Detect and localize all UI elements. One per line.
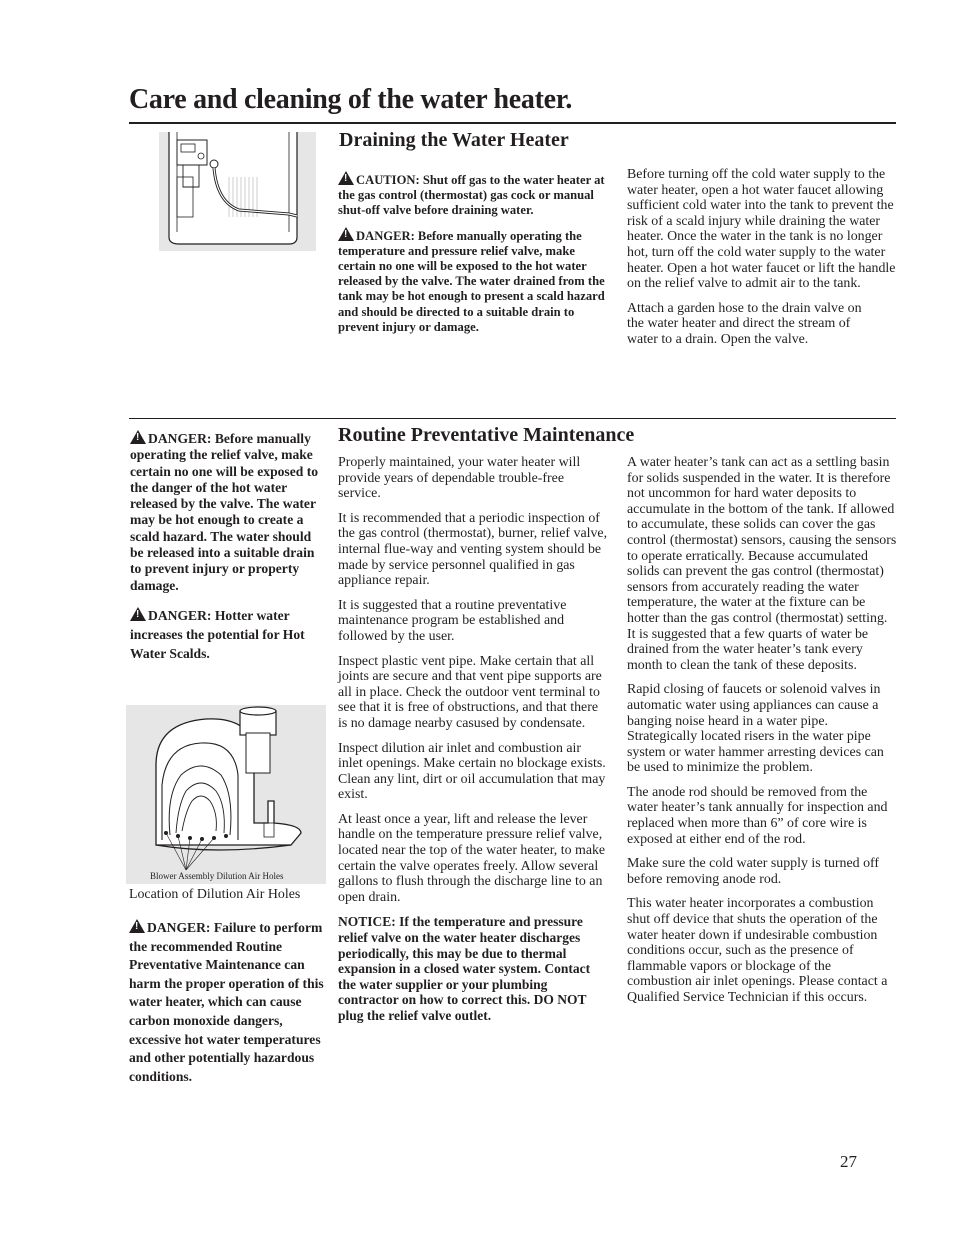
warning-icon	[338, 171, 354, 185]
sidebar-warnings-top	[130, 430, 325, 675]
sidebar-danger-maintenance	[129, 919, 331, 1086]
blower-assembly-illustration	[126, 705, 326, 884]
danger-text: Before manually operating the temperature and pressure relief valve, make certain no one will be exposed to the hot water released by the valve. The water drained from the tank may be hot enough to present a scald hazard and should be directed to a suitable drain to prevent injury or damage.	[338, 228, 605, 334]
maintenance-notice: NOTICE: If the temperature and pressure relief valve on the water heater discharges periodically, this may be due to thermal expansion in a closed water system. Contact the water supplier or your plumbing contractor on how to correct this. DO NOT plug the relief valve outlet.	[338, 914, 591, 1023]
maintenance-heading: Routine Preventative Maintenance	[338, 424, 635, 446]
maintenance-right-column	[627, 455, 899, 1015]
warning-icon	[130, 607, 146, 621]
caution-notice	[338, 171, 610, 219]
maintenance-paragraph: At least once a year, lift and release the lever handle on the temperature pressure relief valve, located near the top of the water heater, to make certain the valve operates freely. Allow several gallons to flush through the discharge line to an open drain.	[338, 811, 606, 905]
maintenance-paragraph: This water heater incorporates a combustion shut off device that shuts the operation of the water heater down if undesirable combustion conditions occur, such as the presence of flammable vapors or blockage of the combustion air inlet openings. Please contact a Qualified Service Technician if this occurs.	[627, 896, 888, 1005]
figure-caption: Location of Dilution Air Holes	[129, 887, 301, 902]
title-rule	[129, 122, 896, 124]
danger-text: Failure to perform the recommended Routine Preventative Maintenance can harm the proper operation of this water heater, which can cause carbon monoxide dangers, excessive hot water temperatures and other potentially hazardous conditions.	[129, 920, 324, 1084]
draining-paragraph: Before turning off the cold water supply to the water heater, open a hot water faucet allowing sufficient cold water into the tank to prevent the risk of a scald injury while draining the water heater. Once the water in the tank is no longer hot, turn off the cold water supply to the water heater. Open a hot water faucet or lift the handle on the relief valve to admit air to the tank.	[627, 167, 896, 292]
sidebar-danger-relief-valve	[130, 430, 325, 594]
caution-label: CAUTION:	[356, 173, 420, 187]
draining-instructions	[627, 167, 899, 357]
maintenance-paragraph: A water heater’s tank can act as a settling basin for solids suspended in the water. It is therefore not uncommon for hard water deposits to accumulate in the bottom of the tank. If allowed to accumulate, these solids can cover the gas control (thermostat) sensors, causing the sensors to operate erratically. Because accumulated solids can prevent the gas control (thermostat) sensors from accurately reading the water temperature, the water at the fixture can be hotter than the gas control (thermostat) setting. It is suggested that a few quarts of water be drained from the water heater’s tank every month to clean the tank of these deposits.	[627, 455, 897, 673]
danger-notice	[338, 227, 610, 335]
warning-icon	[129, 919, 145, 933]
water-heater-drain-illustration	[159, 132, 316, 251]
warning-icon	[338, 227, 354, 241]
maintenance-paragraph: It is suggested that a routine preventative maintenance program be established and followed by the user.	[338, 597, 567, 644]
blower-assembly-figure	[126, 705, 326, 884]
danger-label: DANGER:	[148, 607, 212, 623]
maintenance-paragraph: Make sure the cold water supply is turned off before removing anode rod.	[627, 856, 880, 887]
draining-paragraph: Attach a garden hose to the drain valve on the water heater and direct the stream of water to a drain. Open the valve.	[627, 300, 862, 347]
maintenance-paragraph: Inspect dilution air inlet and combustion air inlet openings. Make certain no blockage exists. Clean any lint, dirt or oil accumulation that may exist.	[338, 740, 606, 803]
draining-heading: Draining the Water Heater	[339, 129, 569, 151]
maintenance-paragraph: Inspect plastic vent pipe. Make certain that all joints are secure and that vent pipe supports are all in place. Check the outdoor vent terminal to see that it is free of obstructions, and that there is no damage nearby casused by condensate.	[338, 653, 602, 731]
caution-text: Shut off gas to the water heater at the gas control (thermostat) gas cock or manual shut-off valve before draining water.	[338, 173, 605, 218]
danger-label: DANGER:	[147, 920, 211, 935]
maintenance-paragraph: Properly maintained, your water heater will provide years of dependable trouble-free service.	[338, 455, 581, 502]
danger-text: Hotter water increases the potential for Hot Water Scalds.	[130, 607, 305, 661]
maintenance-paragraph: Rapid closing of faucets or solenoid valves in automatic water using appliances can cause a banging noise heard in a water pipe. Strategically located risers in the water pipe system or water hammer arresting devices can be used to minimize the problem.	[627, 682, 884, 776]
maintenance-paragraph: The anode rod should be removed from the water heater’s tank annually for inspection and replaced when more than 6” of core wire is exposed at either end of the rod.	[627, 784, 888, 847]
figure-label: Blower Assembly Dilution Air Holes	[150, 871, 284, 881]
page-number: 27	[840, 1152, 857, 1171]
sidebar-warnings-bottom	[129, 919, 331, 1098]
danger-text: Before manually operating the relief valve, make certain no one will be exposed to the danger of the hot water released by the valve. The water may be hot enough to create a scald hazard. The water should be released into a suitable drain to prevent injury or property damage.	[130, 431, 319, 593]
draining-warnings	[338, 171, 610, 343]
water-heater-drain-figure	[159, 132, 316, 251]
danger-label: DANGER:	[148, 431, 212, 446]
maintenance-left-column	[338, 455, 608, 1033]
warning-icon	[130, 430, 146, 444]
danger-label: DANGER:	[356, 228, 415, 243]
page-title: Care and cleaning of the water heater.	[129, 84, 573, 115]
section-rule	[129, 418, 896, 419]
maintenance-paragraph: It is recommended that a periodic inspection of the gas control (thermostat), burner, relief valve, internal flue-way and venting system should be made by service personnel qualified in gas appliance repair.	[338, 510, 608, 589]
sidebar-danger-hot-water	[130, 606, 320, 663]
